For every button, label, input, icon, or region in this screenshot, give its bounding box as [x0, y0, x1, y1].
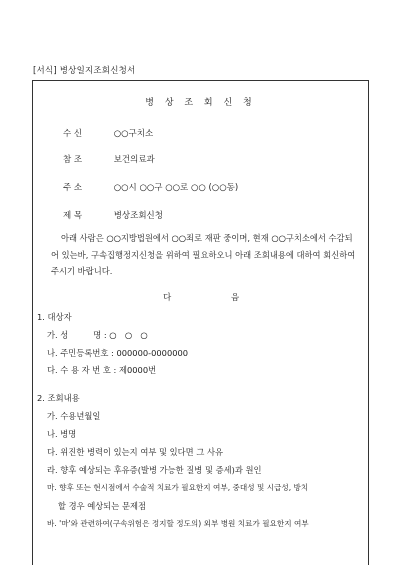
section2-item: 다. 위진한 병력이 있는지 여부 및 있다면 그 사유: [47, 447, 224, 457]
form-title: 병 상 조 회 신 청: [145, 98, 256, 108]
request-form: [32, 80, 369, 565]
section2-heading: 2. 조회내용: [37, 393, 80, 403]
field-value: ○○시 ○○구 ○○로 ○○ (○○동): [113, 183, 239, 193]
field-recipient: [63, 127, 153, 139]
section1-item: 가. 성 명 : ○ ○ ○: [47, 330, 148, 340]
section2-item: 가. 수용년월일: [47, 411, 101, 421]
field-subject: [63, 209, 163, 221]
section2-item: 마. 향후 또는 현시점에서 수술적 치료가 필요한지 여부, 중대성 및 시급성, 방치: [47, 483, 309, 492]
section1-heading: 1. 대상자: [37, 312, 72, 322]
field-label: 주 소: [63, 183, 83, 193]
field-address: [63, 181, 238, 193]
field-label: 수 신: [63, 129, 83, 139]
form-caption: [서식] 병상일지조회신청서: [33, 66, 136, 76]
section2-item: 나. 병명: [47, 429, 77, 439]
field-value: 보건의료과: [113, 155, 155, 165]
field-value: ○○구치소: [113, 129, 154, 139]
field-reference: [63, 153, 155, 165]
field-label: 제 목: [63, 211, 83, 221]
section2-item: 라. 향후 예상되는 후유증(발병 가능한 질병 및 증세)과 원인: [47, 465, 262, 475]
section2-item: 바. '마'와 관련하여(구속위험은 정지할 정도의) 외부 병원 치료가 필요한지 여부: [47, 519, 309, 528]
field-label: 참 조: [63, 155, 83, 165]
dau-heading-1: 다: [163, 293, 172, 303]
dau-heading-2: 음: [231, 293, 240, 303]
section1-item: 다. 수 용 자 번 호 : 제0000번: [47, 365, 157, 375]
field-value: 병상조회신청: [113, 211, 163, 221]
section1-item: 나. 주민등록번호 : 000000-0000000: [47, 348, 189, 358]
request-paragraph: 아래 사람은 ○○지방법원에서 ○○죄로 재판 중이며, 현재 ○○구치소에서 수감되어 있는바, 구속집행정지신청을 위하여 필요하오니 아래 조회내용에 대하여 회신하여 주시기 바랍니다.: [51, 233, 356, 276]
section2-item: 할 경우 예상되는 문제점: [47, 501, 146, 511]
